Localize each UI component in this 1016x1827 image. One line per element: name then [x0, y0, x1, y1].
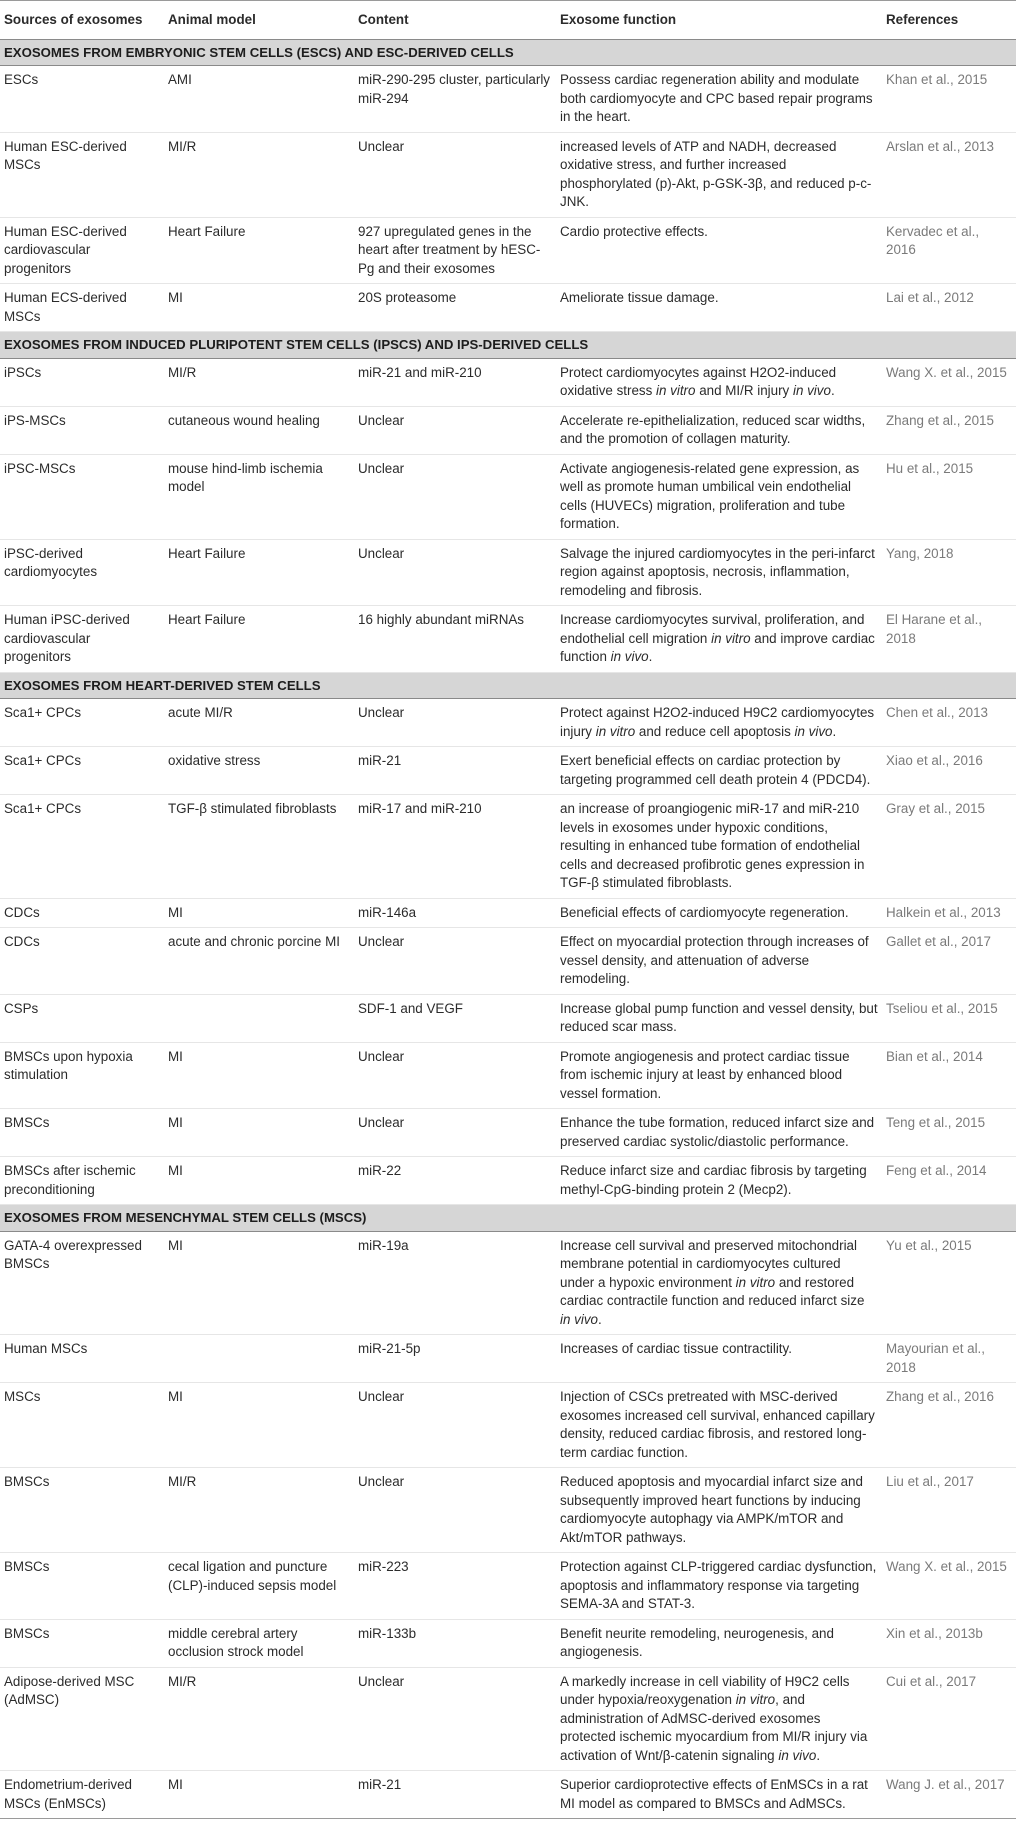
cell-reference: Yu et al., 2015: [882, 1231, 1016, 1335]
table-row: [0, 539, 1016, 606]
table-row: [0, 66, 1016, 133]
cell-reference: El Harane et al., 2018: [882, 606, 1016, 673]
cell-exosome-function: Benefit neurite remodeling, neurogenesis, and angiogenesis.: [556, 1619, 882, 1667]
cell-exosome-function: Protection against CLP-triggered cardiac dysfunction, apoptosis and inflammatory response via targeting SEMA-3A and STAT-3.: [556, 1553, 882, 1620]
cell-source: BMSCs: [0, 1468, 164, 1553]
cell-source: BMSCs upon hypoxia stimulation: [0, 1042, 164, 1109]
cell-content: miR-21-5p: [354, 1335, 556, 1383]
cell-exosome-function: increased levels of ATP and NADH, decreased oxidative stress, and further increased phosphorylated (p)-Akt, p-GSK-3β, and reduced p-c-JNK.: [556, 132, 882, 217]
cell-reference: Halkein et al., 2013: [882, 898, 1016, 928]
table-row: [0, 1383, 1016, 1468]
cell-content: Unclear: [354, 132, 556, 217]
cell-source: iPSCs: [0, 358, 164, 406]
cell-exosome-function: Effect on myocardial protection through increases of vessel density, and attenuation of adverse remodeling.: [556, 928, 882, 995]
header-exosome-function: Exosome function: [560, 12, 677, 27]
cell-exosome-function: Beneficial effects of cardiomyocyte regeneration.: [556, 898, 882, 928]
table-row: [0, 1335, 1016, 1383]
cell-exosome-function: Protect against H2O2-induced H9C2 cardiomyocytes injury in vitro and reduce cell apoptosis in vivo.: [556, 699, 882, 747]
table-row: [0, 928, 1016, 995]
cell-reference: Zhang et al., 2016: [882, 1383, 1016, 1468]
cell-animal-model: oxidative stress: [164, 747, 354, 795]
cell-animal-model: MI: [164, 284, 354, 332]
cell-source: Human MSCs: [0, 1335, 164, 1383]
cell-animal-model: MI/R: [164, 132, 354, 217]
cell-animal-model: Heart Failure: [164, 539, 354, 606]
cell-source: BMSCs: [0, 1553, 164, 1620]
cell-exosome-function: Reduce infarct size and cardiac fibrosis by targeting methyl-CpG-binding protein 2 (Mecp2).: [556, 1157, 882, 1205]
cell-content: 20S proteasome: [354, 284, 556, 332]
cell-reference: Feng et al., 2014: [882, 1157, 1016, 1205]
cell-exosome-function: Cardio protective effects.: [556, 217, 882, 284]
cell-source: Sca1+ CPCs: [0, 747, 164, 795]
table-row: [0, 132, 1016, 217]
cell-exosome-function: Possess cardiac regeneration ability and modulate both cardiomyocyte and CPC based repair programs in the heart.: [556, 66, 882, 133]
table-row: [0, 699, 1016, 747]
cell-source: GATA-4 overexpressed BMSCs: [0, 1231, 164, 1335]
cell-reference: Gallet et al., 2017: [882, 928, 1016, 995]
cell-reference: Tseliou et al., 2015: [882, 994, 1016, 1042]
section-header-row: [0, 332, 1016, 359]
cell-animal-model: MI: [164, 1042, 354, 1109]
section-header-row: [0, 672, 1016, 699]
cell-content: miR-21 and miR-210: [354, 358, 556, 406]
cell-exosome-function: Increase cardiomyocytes survival, proliferation, and endothelial cell migration in vitro and improve cardiac function in vivo.: [556, 606, 882, 673]
cell-source: MSCs: [0, 1383, 164, 1468]
cell-animal-model: MI/R: [164, 1468, 354, 1553]
cell-exosome-function: Promote angiogenesis and protect cardiac tissue from ischemic injury at least by enhanced blood vessel formation.: [556, 1042, 882, 1109]
cell-reference: Teng et al., 2015: [882, 1109, 1016, 1157]
table-row: [0, 1667, 1016, 1771]
section-header-row: [0, 1205, 1016, 1232]
cell-animal-model: MI: [164, 1109, 354, 1157]
cell-content: Unclear: [354, 539, 556, 606]
cell-animal-model: Heart Failure: [164, 606, 354, 673]
cell-animal-model: MI: [164, 1157, 354, 1205]
cell-animal-model: acute MI/R: [164, 699, 354, 747]
cell-content: miR-22: [354, 1157, 556, 1205]
cell-reference: Cui et al., 2017: [882, 1667, 1016, 1771]
cell-exosome-function: Superior cardioprotective effects of EnMSCs in a rat MI model as compared to BMSCs and AdMSCs.: [556, 1771, 882, 1819]
cell-source: Human ESC-derived MSCs: [0, 132, 164, 217]
cell-content: miR-223: [354, 1553, 556, 1620]
cell-reference: Hu et al., 2015: [882, 454, 1016, 539]
cell-exosome-function: Increase global pump function and vessel density, but reduced scar mass.: [556, 994, 882, 1042]
cell-source: iPSC-MSCs: [0, 454, 164, 539]
header-content: Content: [358, 12, 409, 27]
table-row: [0, 898, 1016, 928]
cell-animal-model: TGF-β stimulated fibroblasts: [164, 795, 354, 899]
cell-content: SDF-1 and VEGF: [354, 994, 556, 1042]
cell-content: miR-290-295 cluster, particularly miR-294: [354, 66, 556, 133]
cell-content: Unclear: [354, 1383, 556, 1468]
cell-exosome-function: Increase cell survival and preserved mitochondrial membrane potential in cardiomyocytes cultured under a hypoxic environment in vitro and restored cardiac contractile function and reduced infarct size in vivo.: [556, 1231, 882, 1335]
cell-content: miR-19a: [354, 1231, 556, 1335]
table-row: [0, 1109, 1016, 1157]
cell-source: CSPs: [0, 994, 164, 1042]
cell-source: Human ESC-derived cardiovascular progenitors: [0, 217, 164, 284]
cell-animal-model: [164, 994, 354, 1042]
cell-animal-model: acute and chronic porcine MI: [164, 928, 354, 995]
cell-source: CDCs: [0, 928, 164, 995]
cell-animal-model: cutaneous wound healing: [164, 406, 354, 454]
cell-source: BMSCs: [0, 1619, 164, 1667]
table-row: [0, 994, 1016, 1042]
cell-animal-model: MI: [164, 898, 354, 928]
cell-exosome-function: Injection of CSCs pretreated with MSC-derived exosomes increased cell survival, enhanced capillary density, reduced cardiac fibrosis, and restored long-term cardiac function.: [556, 1383, 882, 1468]
table-body: [0, 39, 1016, 1819]
cell-animal-model: MI: [164, 1383, 354, 1468]
cell-reference: Arslan et al., 2013: [882, 132, 1016, 217]
header-row: [0, 1, 1016, 40]
header-sources: Sources of exosomes: [4, 12, 143, 27]
cell-source: Human ECS-derived MSCs: [0, 284, 164, 332]
cell-exosome-function: Protect cardiomyocytes against H2O2-induced oxidative stress in vitro and MI/R injury in vivo.: [556, 358, 882, 406]
table-row: [0, 1553, 1016, 1620]
table-row: [0, 1468, 1016, 1553]
cell-source: Sca1+ CPCs: [0, 795, 164, 899]
cell-animal-model: AMI: [164, 66, 354, 133]
cell-animal-model: cecal ligation and puncture (CLP)-induced sepsis model: [164, 1553, 354, 1620]
cell-exosome-function: Reduced apoptosis and myocardial infarct size and subsequently improved heart functions by inducing cardiomyocyte autophagy via AMPK/mTOR and Akt/mTOR pathways.: [556, 1468, 882, 1553]
table-header: [0, 1, 1016, 40]
cell-animal-model: MI: [164, 1231, 354, 1335]
cell-animal-model: mouse hind-limb ischemia model: [164, 454, 354, 539]
cell-source: iPSC-derived cardiomyocytes: [0, 539, 164, 606]
cell-source: BMSCs: [0, 1109, 164, 1157]
table-row: [0, 1042, 1016, 1109]
cell-exosome-function: Ameliorate tissue damage.: [556, 284, 882, 332]
cell-exosome-function: Activate angiogenesis-related gene expression, as well as promote human umbilical vein endothelial cells (HUVECs) migration, proliferation and tube formation.: [556, 454, 882, 539]
cell-reference: Zhang et al., 2015: [882, 406, 1016, 454]
section-title: EXOSOMES FROM EMBRYONIC STEM CELLS (ESCS) AND ESC-DERIVED CELLS: [0, 39, 1016, 66]
table-row: [0, 406, 1016, 454]
cell-animal-model: [164, 1335, 354, 1383]
cell-reference: Liu et al., 2017: [882, 1468, 1016, 1553]
section-title: EXOSOMES FROM INDUCED PLURIPOTENT STEM CELLS (IPSCS) AND IPS-DERIVED CELLS: [0, 332, 1016, 359]
cell-source: Sca1+ CPCs: [0, 699, 164, 747]
cell-content: Unclear: [354, 406, 556, 454]
header-animal-model: Animal model: [168, 12, 256, 27]
cell-source: iPS-MSCs: [0, 406, 164, 454]
cell-reference: Mayourian et al., 2018: [882, 1335, 1016, 1383]
table-row: [0, 1231, 1016, 1335]
section-title: EXOSOMES FROM HEART-DERIVED STEM CELLS: [0, 672, 1016, 699]
cell-exosome-function: an increase of proangiogenic miR-17 and miR-210 levels in exosomes under hypoxic conditions, resulting in enhanced tube formation of endothelial cells and decreased profibrotic genes expression in TGF-β stimulated fibroblasts.: [556, 795, 882, 899]
cell-content: Unclear: [354, 928, 556, 995]
table-row: [0, 1619, 1016, 1667]
cell-content: Unclear: [354, 1042, 556, 1109]
table-row: [0, 747, 1016, 795]
cell-reference: Wang J. et al., 2017: [882, 1771, 1016, 1819]
table-row: [0, 1157, 1016, 1205]
cell-reference: Wang X. et al., 2015: [882, 1553, 1016, 1620]
table-row: [0, 284, 1016, 332]
table-row: [0, 1771, 1016, 1819]
cell-content: miR-146a: [354, 898, 556, 928]
cell-content: Unclear: [354, 1468, 556, 1553]
cell-animal-model: middle cerebral artery occlusion strock model: [164, 1619, 354, 1667]
cell-exosome-function: Increases of cardiac tissue contractility.: [556, 1335, 882, 1383]
table-row: [0, 358, 1016, 406]
cell-reference: Khan et al., 2015: [882, 66, 1016, 133]
cell-reference: Xin et al., 2013b: [882, 1619, 1016, 1667]
cell-content: Unclear: [354, 1109, 556, 1157]
cell-content: Unclear: [354, 699, 556, 747]
cell-content: 16 highly abundant miRNAs: [354, 606, 556, 673]
cell-exosome-function: Enhance the tube formation, reduced infarct size and preserved cardiac systolic/diastolic performance.: [556, 1109, 882, 1157]
cell-reference: Bian et al., 2014: [882, 1042, 1016, 1109]
cell-content: miR-21: [354, 747, 556, 795]
cell-animal-model: MI/R: [164, 358, 354, 406]
cell-reference: Kervadec et al., 2016: [882, 217, 1016, 284]
cell-content: miR-133b: [354, 1619, 556, 1667]
cell-content: miR-17 and miR-210: [354, 795, 556, 899]
cell-reference: Xiao et al., 2016: [882, 747, 1016, 795]
cell-animal-model: Heart Failure: [164, 217, 354, 284]
cell-content: miR-21: [354, 1771, 556, 1819]
cell-reference: Wang X. et al., 2015: [882, 358, 1016, 406]
section-header-row: [0, 39, 1016, 66]
cell-animal-model: MI: [164, 1771, 354, 1819]
cell-reference: Chen et al., 2013: [882, 699, 1016, 747]
table-row: [0, 217, 1016, 284]
cell-exosome-function: Exert beneficial effects on cardiac protection by targeting programmed cell death protein 4 (PDCD4).: [556, 747, 882, 795]
cell-source: Adipose-derived MSC (AdMSC): [0, 1667, 164, 1771]
cell-exosome-function: Salvage the injured cardiomyocytes in the peri-infarct region against apoptosis, necrosis, inflammation, remodeling and fibrosis.: [556, 539, 882, 606]
section-title: EXOSOMES FROM MESENCHYMAL STEM CELLS (MSCS): [0, 1205, 1016, 1232]
cell-content: Unclear: [354, 454, 556, 539]
cell-exosome-function: A markedly increase in cell viability of H9C2 cells under hypoxia/reoxygenation in vitro, and administration of AdMSC-derived exosomes protected ischemic myocardium from MI/R injury via activation of Wnt/β-catenin signaling in vivo.: [556, 1667, 882, 1771]
cell-source: ESCs: [0, 66, 164, 133]
header-references: References: [886, 12, 959, 27]
cell-source: BMSCs after ischemic preconditioning: [0, 1157, 164, 1205]
cell-content: Unclear: [354, 1667, 556, 1771]
cell-source: Human iPSC-derived cardiovascular progenitors: [0, 606, 164, 673]
cell-animal-model: MI/R: [164, 1667, 354, 1771]
cell-source: CDCs: [0, 898, 164, 928]
cell-exosome-function: Accelerate re-epithelialization, reduced scar widths, and the promotion of collagen maturity.: [556, 406, 882, 454]
table-row: [0, 454, 1016, 539]
table-row: [0, 606, 1016, 673]
cell-reference: Yang, 2018: [882, 539, 1016, 606]
cell-reference: Gray et al., 2015: [882, 795, 1016, 899]
cell-source: Endometrium-derived MSCs (EnMSCs): [0, 1771, 164, 1819]
cell-content: 927 upregulated genes in the heart after treatment by hESC-Pg and their exosomes: [354, 217, 556, 284]
cell-reference: Lai et al., 2012: [882, 284, 1016, 332]
table-row: [0, 795, 1016, 899]
